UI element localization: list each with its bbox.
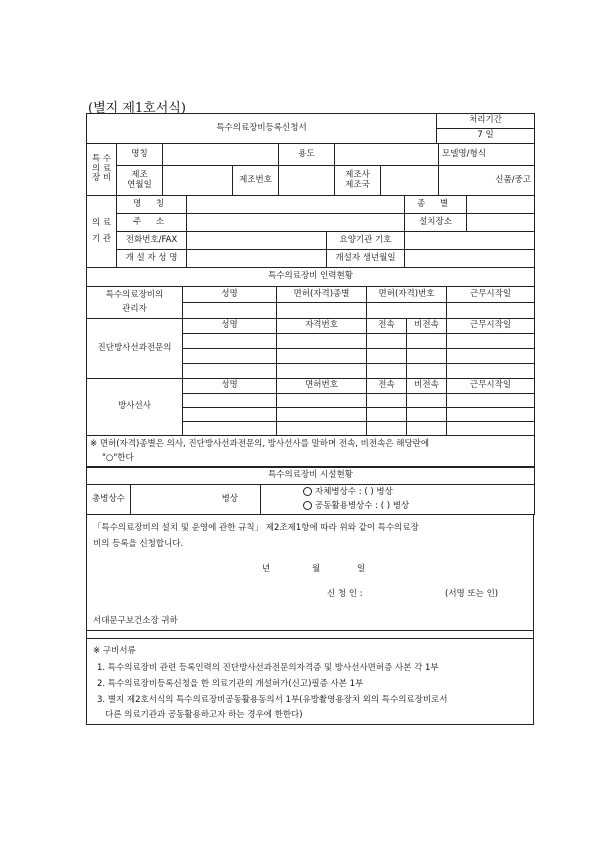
manager-license-no-field[interactable]	[367, 303, 447, 319]
signature-label: (서명 또는 인)	[445, 589, 499, 599]
manager-start-date-field[interactable]	[447, 303, 535, 319]
radiographer-row-cell[interactable]	[277, 394, 367, 408]
radiographer-row-cell[interactable]	[407, 394, 447, 408]
founder-birth-label: 개설자 생년월일	[327, 250, 405, 268]
specialist-row-cell[interactable]	[447, 349, 535, 364]
radiographer-row-cell[interactable]	[183, 408, 277, 422]
institution-table	[86, 195, 535, 268]
specialist-row-cell[interactable]	[277, 334, 367, 349]
date-year: 년	[262, 564, 271, 574]
specialist-row-cell[interactable]	[367, 334, 407, 349]
radiographer-col-start-date: 근무시작일	[447, 379, 535, 394]
attachments-heading: ※ 구비서류	[93, 646, 136, 656]
applicant-label: 신 청 인 :	[327, 589, 363, 599]
institution-address-field[interactable]	[187, 214, 405, 232]
equipment-table	[86, 143, 535, 196]
institution-type-label: 종 별	[405, 196, 467, 214]
declaration-line2: 비의 등록을 신청합니다.	[93, 539, 184, 549]
personnel-heading: 특수의료장비 인력현황	[87, 268, 535, 287]
care-code-label: 요양기관 기호	[327, 232, 405, 250]
personnel-note-line1: ※ 면허(자격)종별은 의사, 진단방사선과전문의, 방사선사를 말하며 전속, 비전속은 해당란에	[90, 438, 430, 449]
personnel-table	[86, 267, 535, 468]
specialist-row-cell[interactable]	[367, 364, 407, 379]
radiographer-row-cell[interactable]	[183, 422, 277, 436]
phone-fax-field[interactable]	[187, 232, 327, 250]
specialist-col-start-date: 근무시작일	[447, 319, 535, 334]
equipment-name-field[interactable]	[163, 144, 279, 166]
institution-address-label: 주 소	[117, 214, 187, 232]
specialist-row-cell[interactable]	[277, 349, 367, 364]
bed-options	[261, 485, 535, 515]
install-place-field[interactable]	[467, 214, 535, 232]
own-beds-option[interactable]: 자체병상수 : ( ) 병상	[303, 487, 531, 498]
equipment-maker-field[interactable]	[381, 166, 439, 196]
attachment-item: 다른 의료기관과 공동활용하고자 하는 경우에 한한다)	[97, 710, 303, 720]
founder-name-field[interactable]	[187, 250, 327, 268]
manager-name-field[interactable]	[183, 303, 277, 319]
processing-period-label: 처리기간	[437, 114, 535, 129]
radiographer-row-cell[interactable]	[183, 394, 277, 408]
equipment-use-field[interactable]	[335, 144, 439, 166]
specialist-row-cell[interactable]	[447, 364, 535, 379]
personnel-note	[87, 436, 535, 468]
radiographer-label: 방사선사	[87, 379, 183, 436]
attachment-item: 3. 별지 제2호서식의 특수의료장비공동활용동의서 1부(유방촬영용장치 외의 특수의료장비로서	[97, 695, 448, 705]
install-place-label: 설치장소	[405, 214, 467, 232]
care-code-field[interactable]	[405, 232, 535, 250]
phone-fax-label: 전화번호/FAX	[117, 232, 187, 250]
facility-table	[86, 466, 535, 515]
radiographer-col-license-no: 면허번호	[277, 379, 367, 394]
equipment-maker-label: 제조사 제조국	[335, 166, 381, 196]
radiographer-row-cell[interactable]	[367, 394, 407, 408]
equipment-serial-field[interactable]	[279, 166, 335, 196]
equipment-new-used-label: 신품/중고	[439, 166, 535, 196]
equipment-section-label: 특 수 의 료 장 비	[87, 144, 117, 196]
declaration-line1: 「특수의료장비의 설치 및 운영에 관한 규칙」 제2조제1항에 따라 위와 같이 특수의료장	[93, 523, 419, 533]
institution-name-label: 명 칭	[117, 196, 187, 214]
specialist-row-cell[interactable]	[407, 364, 447, 379]
shared-beds-radio-icon[interactable]	[303, 501, 312, 510]
radiographer-col-exclusive: 전속	[367, 379, 407, 394]
radiographer-row-cell[interactable]	[367, 422, 407, 436]
radiographer-col-nonexclusive: 비전속	[407, 379, 447, 394]
specialist-row-cell[interactable]	[447, 334, 535, 349]
total-beds-label: 총병상수	[87, 485, 131, 515]
equipment-mfg-date-field[interactable]	[163, 166, 233, 196]
manager-col-license-no: 면허(자격)번호	[367, 287, 447, 303]
specialist-col-name: 성명	[183, 319, 277, 334]
form-number-label: (별지 제1호서식)	[88, 101, 186, 116]
specialist-col-nonexclusive: 비전속	[407, 319, 447, 334]
processing-period-value: 7 일	[437, 129, 535, 144]
specialist-row-cell[interactable]	[183, 364, 277, 379]
radiographer-row-cell[interactable]	[367, 408, 407, 422]
manager-col-license-type: 면허(자격)종별	[277, 287, 367, 303]
manager-label: 특수의료장비의 관리자	[87, 287, 183, 319]
specialist-row-cell[interactable]	[183, 349, 277, 364]
specialist-row-cell[interactable]	[407, 334, 447, 349]
bed-unit: 병상	[221, 493, 238, 504]
founder-birth-field[interactable]	[405, 250, 535, 268]
date-month: 월	[312, 564, 321, 574]
own-beds-radio-icon[interactable]	[303, 487, 312, 496]
facility-heading: 특수의료장비 시설현황	[87, 467, 535, 485]
specialist-row-cell[interactable]	[367, 349, 407, 364]
total-beds-field[interactable]	[131, 485, 261, 515]
equipment-model-label: 모델명/형식	[439, 144, 535, 166]
radiographer-row-cell[interactable]	[277, 408, 367, 422]
specialist-row-cell[interactable]	[407, 349, 447, 364]
attachments-box	[86, 630, 534, 725]
specialist-col-exclusive: 전속	[367, 319, 407, 334]
radiographer-row-cell[interactable]	[407, 422, 447, 436]
radiographer-row-cell[interactable]	[447, 394, 535, 408]
specialist-row-cell[interactable]	[277, 364, 367, 379]
institution-type-field[interactable]	[467, 196, 535, 214]
attachment-item: 1. 특수의료장비 관련 등록인력의 진단방사선과전문의자격증 및 방사선사면허증 사본 각 1부	[97, 663, 439, 673]
personnel-note-line2: "○"한다	[102, 452, 134, 463]
equipment-name-label: 명칭	[117, 144, 163, 166]
shared-beds-option[interactable]: 공동활용병상수 : ( ) 병상	[303, 501, 531, 512]
specialist-label: 진단방사선과전문의	[87, 319, 183, 379]
radiographer-col-name: 성명	[183, 379, 277, 394]
founder-name-label: 개 설 자 성 명	[117, 250, 187, 268]
date-day: 일	[357, 564, 366, 574]
radiographer-row-cell[interactable]	[277, 422, 367, 436]
equipment-serial-label: 제조번호	[233, 166, 279, 196]
equipment-mfg-date-label: 제조 연월일	[117, 166, 163, 196]
declaration-box	[86, 514, 534, 631]
equipment-use-label: 용도	[279, 144, 335, 166]
radiographer-row-cell[interactable]	[407, 408, 447, 422]
manager-col-name: 성명	[183, 287, 277, 303]
manager-col-start-date: 근무시작일	[447, 287, 535, 303]
recipient: 서대문구보건소장 귀하	[93, 616, 178, 626]
institution-name-field[interactable]	[187, 196, 405, 214]
radiographer-row-cell[interactable]	[447, 408, 535, 422]
specialist-row-cell[interactable]	[183, 334, 277, 349]
form-header-table	[86, 113, 535, 144]
specialist-col-cert-no: 자격번호	[277, 319, 367, 334]
manager-license-type-field[interactable]	[277, 303, 367, 319]
radiographer-row-cell[interactable]	[447, 422, 535, 436]
institution-section-label: 의 료 기 관	[87, 196, 117, 268]
form-title: 특수의료장비등록신청서	[87, 114, 437, 144]
attachment-item: 2. 특수의료장비등록신청을 한 의료기관의 개설허가(신고)필증 사본 1부	[97, 679, 364, 689]
